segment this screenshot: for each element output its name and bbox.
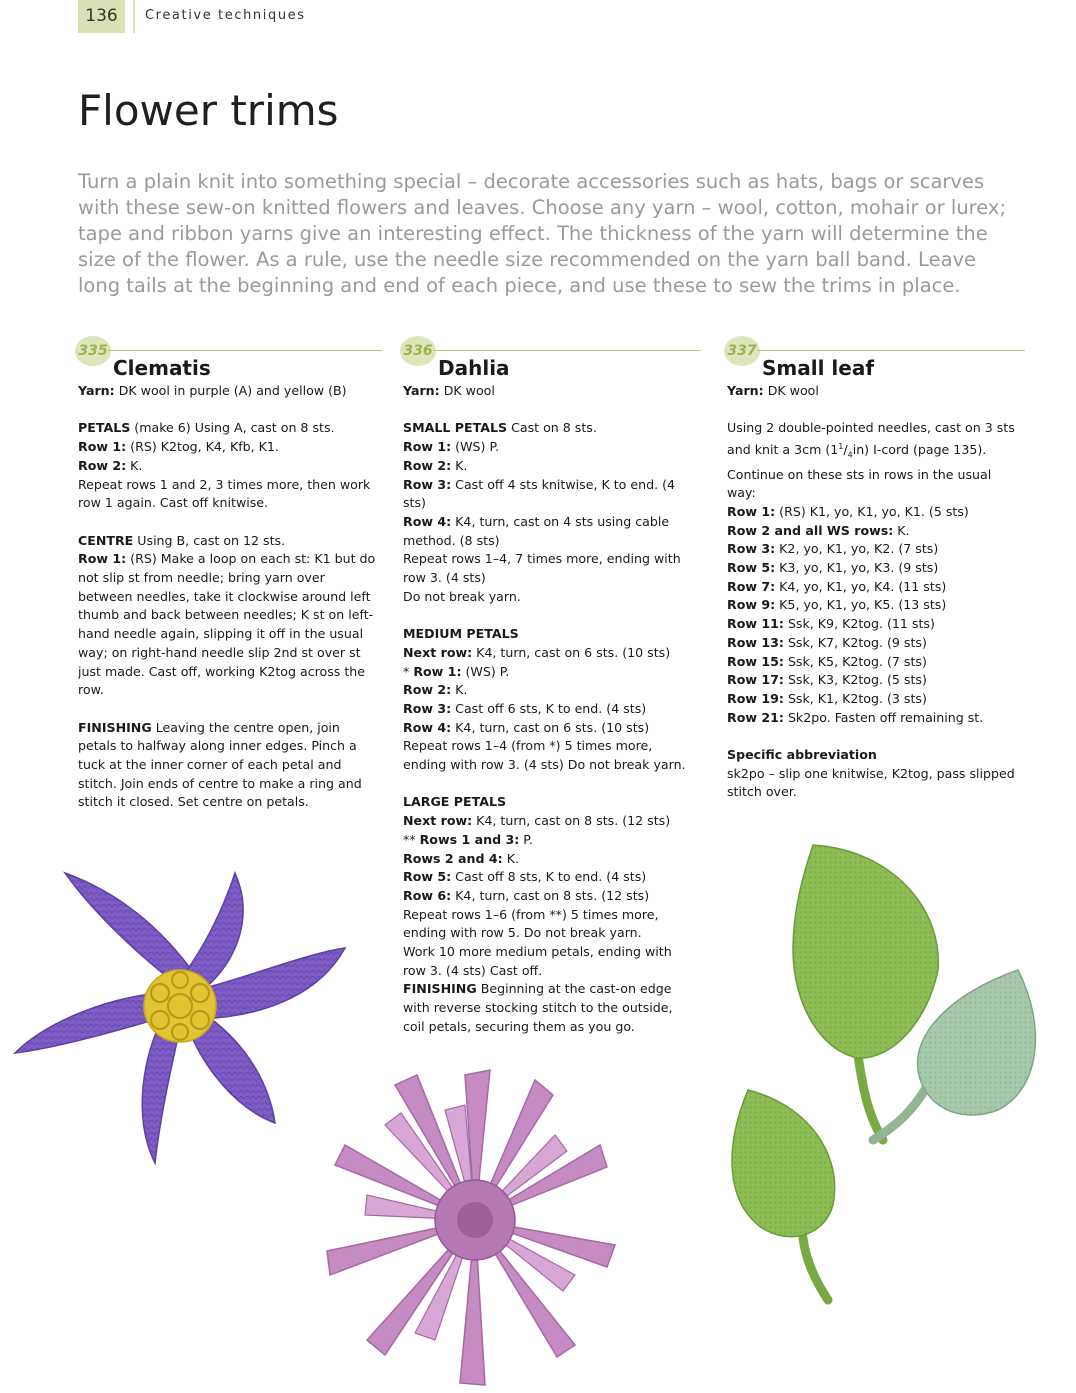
step-label: FINISHING	[403, 981, 477, 997]
yarn-text: DK wool	[763, 383, 819, 398]
leaf-instructions	[727, 382, 1021, 802]
yarn-label: Yarn:	[403, 383, 440, 398]
clematis-column	[78, 336, 378, 831]
pattern-number-badge: 336	[400, 336, 436, 366]
row-text: Repeat rows 1–4, 7 times more, ending with row 3. (4 sts)	[403, 551, 681, 586]
pattern-title: Dahlia	[438, 356, 510, 380]
row-label: Row 6:	[403, 887, 452, 903]
pattern-title: Small leaf	[762, 356, 875, 380]
step-label: SMALL PETALS	[403, 420, 508, 436]
row-label: Row 17:	[727, 672, 784, 688]
yarn-label: Yarn:	[727, 383, 764, 398]
row-label: Row 13:	[727, 634, 784, 650]
row-text: (WS) P.	[451, 439, 500, 455]
row-text: (RS) K1, yo, K1, yo, K1. (5 sts)	[775, 503, 969, 519]
step-text: Leaving the centre open, join petals to halfway along inner edges. Pinch a tuck at the inner corner of each petal and stitch. Join ends of centre to make a ring and stitch it closed. Set centre on petals.	[78, 719, 362, 810]
step-label: PETALS	[78, 420, 131, 436]
row-label: Row 5:	[727, 560, 776, 576]
row-label: Row 2 and all WS rows:	[727, 522, 894, 538]
step-label: MEDIUM PETALS	[403, 626, 519, 642]
step-text: (make 6) Using A, cast on 8 sts.	[130, 420, 335, 436]
leaf-shape	[732, 1090, 835, 1237]
row-label: Row 2:	[78, 457, 127, 473]
fraction-denominator: 4	[847, 450, 853, 460]
row-text: Ssk, K3, K2tog. (5 sts)	[783, 672, 927, 688]
row-label: Row 19:	[727, 690, 784, 706]
dahlia-column	[403, 336, 697, 1055]
row-text: (RS) Make a loop on each st: K1 but do not slip st from needle; bring yarn over between needles, take it clockwise around left thumb and back between needles; K st on left-hand needle again, slipping it off in the usual way; on right-hand needle slip 2nd st over st just made. Cast off, working K2tog across the row.	[78, 551, 376, 698]
pattern-number-badge: 337	[724, 336, 760, 366]
row-label: Row 1:	[413, 663, 462, 679]
row-label: Row 2:	[403, 682, 452, 698]
row-label: Row 1:	[78, 551, 127, 567]
row-text: P.	[519, 831, 533, 847]
row-text: Sk2po. Fasten off remaining st.	[783, 709, 984, 725]
row-label: Row 3:	[727, 541, 776, 557]
clematis-flower-image	[10, 868, 355, 1168]
row-text: Repeat rows 1–4 (from *) 5 times more, ending with row 3. (4 sts) Do not break yarn.	[403, 738, 686, 773]
section-name: Creative techniques	[145, 8, 306, 23]
leaf-column	[727, 336, 1021, 821]
header-rule	[433, 350, 701, 351]
yarn-text: DK wool	[439, 383, 495, 398]
row-label: Next row:	[403, 813, 473, 829]
row-text: K4, turn, cast on 8 sts. (12 sts)	[472, 813, 671, 829]
row-text: K.	[126, 457, 143, 473]
row-text: Ssk, K9, K2tog. (11 sts)	[783, 616, 935, 632]
row-text: Repeat rows 1 and 2, 3 times more, then work row 1 again. Cast off knitwise.	[78, 476, 371, 511]
row-text: K3, yo, K1, yo, K3. (9 sts)	[775, 560, 939, 576]
step-text: Beginning at the cast-on edge with reverse stocking stitch to the outside, coil petals, securing them as you go.	[403, 981, 673, 1034]
row-text: Cast off 6 sts, K to end. (4 sts)	[451, 700, 647, 716]
step-text: Using 2 double-pointed needles, cast on 3 sts and knit a 3cm (1	[727, 420, 1015, 458]
row-text: K4, yo, K1, yo, K4. (11 sts)	[775, 578, 947, 594]
row-label: Row 1:	[403, 439, 452, 455]
step-text: Using B, cast on 12 sts.	[133, 532, 286, 548]
row-text: K.	[451, 457, 468, 473]
row-prefix: **	[403, 831, 420, 847]
leaf-stem	[858, 1055, 883, 1140]
row-label: Row 4:	[403, 513, 452, 529]
row-label: Row 2:	[403, 457, 452, 473]
row-text: (WS) P.	[461, 663, 510, 679]
row-text: Do not break yarn.	[403, 588, 521, 604]
header-rule	[108, 350, 382, 351]
yarn-text: DK wool in purple (A) and yellow (B)	[114, 383, 347, 398]
clematis-instructions	[78, 382, 378, 812]
abbreviation-label: Specific abbreviation	[727, 747, 877, 763]
row-label: Row 4:	[403, 719, 452, 735]
header-divider	[133, 0, 135, 33]
leaf-shape	[918, 970, 1036, 1115]
fraction-numerator: 1	[838, 442, 844, 452]
row-text: Ssk, K7, K2tog. (9 sts)	[783, 634, 927, 650]
row-text: K2, yo, K1, yo, K2. (7 sts)	[775, 541, 939, 557]
row-text: K.	[451, 682, 468, 698]
dahlia-instructions	[403, 382, 697, 1037]
row-label: Row 3:	[403, 476, 452, 492]
row-label: Row 21:	[727, 709, 784, 725]
row-label: Row 5:	[403, 869, 452, 885]
row-label: Row 15:	[727, 653, 784, 669]
row-label: Rows 2 and 4:	[403, 850, 503, 866]
abbreviation-text: sk2po – slip one knitwise, K2tog, pass slipped stitch over.	[727, 765, 1015, 800]
page-title: Flower trims	[78, 86, 339, 135]
leaf-stem	[873, 1085, 928, 1140]
row-label: Next row:	[403, 644, 473, 660]
clematis-header	[78, 336, 378, 382]
row-text: K.	[502, 850, 519, 866]
dahlia-flower-image	[325, 1055, 625, 1390]
header-rule	[757, 350, 1025, 351]
leaf-shape	[793, 845, 938, 1058]
intro-paragraph: Turn a plain knit into something special – decorate accessories such as hats, bags or scarves with these sew-on knitted flowers and leaves. Choose any yarn – wool, cotton, mohair or lurex; tape and ribbon yarns give an interesting effect. The thickness of the yarn will determine the size of the flower. As a rule, use the needle size recommended on the yarn ball band. Leave long tails at the beginning and end of each piece, and use these to sew the trims in place.	[78, 170, 1007, 297]
row-label: Row 1:	[727, 503, 776, 519]
dahlia-header	[403, 336, 697, 382]
row-text: Repeat rows 1–6 (from **) 5 times more, ending with row 5. Do not break yarn.	[403, 906, 659, 941]
step-text: in) I-cord (page 135). Continue on these sts in rows in the usual way:	[727, 442, 992, 501]
row-text: K4, turn, cast on 6 sts. (10 sts)	[472, 644, 671, 660]
row-label: Row 3:	[403, 700, 452, 716]
row-text: Cast off 4 sts knitwise, K to end. (4 sts)	[403, 476, 676, 511]
row-prefix: *	[403, 663, 414, 679]
step-text: Cast on 8 sts.	[507, 420, 597, 436]
row-text: Ssk, K1, K2tog. (3 sts)	[783, 690, 927, 706]
row-label: Row 9:	[727, 597, 776, 613]
row-label: Row 1:	[78, 439, 127, 455]
row-text: Work 10 more medium petals, ending with row 3. (4 sts) Cast off.	[403, 944, 672, 978]
row-label: Row 11:	[727, 616, 784, 632]
step-label: FINISHING	[78, 719, 152, 735]
page-number: 136	[78, 0, 125, 33]
leaf-header	[727, 336, 1021, 382]
row-text: K4, turn, cast on 4 sts using cable method. (8 sts)	[403, 513, 670, 548]
row-text: K4, turn, cast on 8 sts. (12 sts)	[451, 887, 650, 903]
fraction-slash: /	[843, 442, 848, 458]
row-label: Rows 1 and 3:	[419, 831, 520, 847]
row-text: Cast off 8 sts, K to end. (4 sts)	[451, 869, 647, 885]
leaves-image	[718, 840, 1076, 1310]
step-label: CENTRE	[78, 532, 134, 548]
pattern-title: Clematis	[113, 356, 211, 380]
row-text: Ssk, K5, K2tog. (7 sts)	[783, 653, 927, 669]
pattern-number-badge: 335	[75, 336, 111, 366]
row-label: Row 7:	[727, 578, 776, 594]
row-text: K.	[893, 522, 910, 538]
row-text: (RS) K2tog, K4, Kfb, K1.	[126, 439, 279, 455]
row-text: K4, turn, cast on 6 sts. (10 sts)	[451, 719, 650, 735]
yarn-label: Yarn:	[78, 383, 115, 398]
row-text: K5, yo, K1, yo, K5. (13 sts)	[775, 597, 947, 613]
step-label: LARGE PETALS	[403, 794, 507, 810]
